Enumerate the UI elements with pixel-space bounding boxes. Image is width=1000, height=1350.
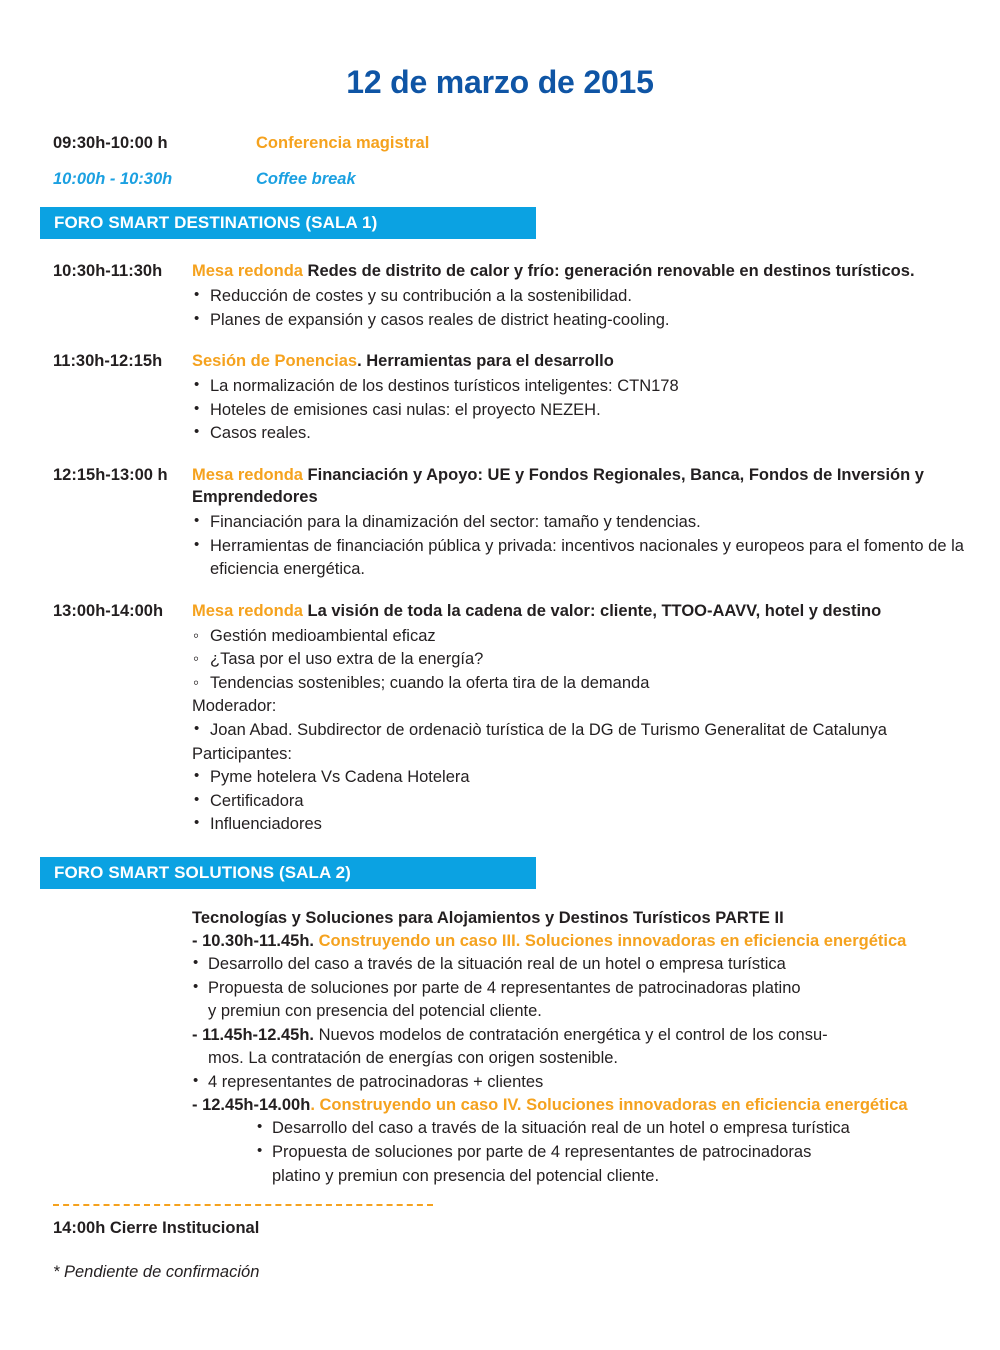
agenda-slot	[53, 261, 978, 332]
footnote: * Pendiente de confirmación	[53, 1262, 260, 1281]
top-schedule-rows	[0, 134, 1000, 189]
block2-time: - 11.45h-12.45h.	[192, 1025, 314, 1044]
schedule-row-coffee-break	[53, 170, 1000, 189]
list-item: • 4 representantes de patrocinadoras + clientes	[192, 1071, 978, 1095]
slot-title: . Herramientas para el desarrollo	[357, 352, 614, 371]
moderator-list	[192, 719, 978, 743]
slot-time: 13:00h-14:00h	[53, 601, 164, 620]
sala2-block1-bullets	[192, 953, 978, 1000]
slot-title: Redes de distrito de calor y frío: generación renovable en destinos turísticos.	[302, 262, 915, 281]
slot-kicker: Sesión de Ponencias	[192, 352, 358, 371]
list-item: • Propuesta de soluciones por parte de 4 representantes de patrocinadoras	[256, 1141, 978, 1165]
slot-time: 10:30h-11:30h	[53, 262, 163, 281]
slot-heading	[192, 351, 978, 373]
sala1-agenda	[0, 261, 1000, 837]
block1-continuation: y premiun con presencia del potencial cliente.	[208, 1002, 542, 1021]
keynote-time: 09:30h-10:00 h	[53, 134, 168, 153]
slot-time: 11:30h-12:15h	[53, 352, 163, 371]
slot-kicker: Mesa redonda	[192, 466, 303, 485]
block1-time: - 10.30h-11.45h.	[192, 932, 314, 951]
banner-foro-smart-solutions: FORO SMART SOLUTIONS (SALA 2)	[40, 857, 536, 889]
list-item: • Reducción de costes y su contribución a la sostenibilidad.	[192, 285, 978, 309]
list-item: ◦ Tendencias sostenibles; cuando la oferta tira de la demanda	[192, 672, 978, 696]
list-item: • Hoteles de emisiones casi nulas: el proyecto NEZEH.	[192, 399, 978, 423]
slot-time: 12:15h-13:00 h	[53, 466, 168, 485]
slot-bullet-list	[192, 375, 978, 446]
slot-body	[192, 261, 978, 332]
participants-list	[192, 766, 978, 837]
agenda-slot	[53, 465, 978, 582]
coffee-break-label: Coffee break	[256, 170, 356, 189]
block2-text: Nuevos modelos de contratación energética y el control de los consu-	[314, 1025, 828, 1044]
slot-title: Financiación y Apoyo: UE y Fondos Regionales, Banca, Fondos de Inversión y Emprendedores	[192, 466, 924, 506]
slot-title: La visión de toda la cadena de valor: cliente, TTOO-AAVV, hotel y destino	[302, 601, 882, 620]
block2-continuation: mos. La contratación de energías con origen sostenible.	[208, 1049, 619, 1068]
list-item: • Financiación para la dinamización del sector: tamaño y tendencias.	[192, 511, 978, 535]
list-item: • Desarrollo del caso a través de la situación real de un hotel o empresa turística	[256, 1117, 978, 1141]
list-item: • La normalización de los destinos turísticos inteligentes: CTN178	[192, 375, 978, 399]
slot-bullet-list	[192, 285, 978, 332]
list-item: • Influenciadores	[192, 813, 978, 837]
sala2-block3-bullets	[256, 1117, 978, 1164]
list-item: • Pyme hotelera Vs Cadena Hotelera	[192, 766, 978, 790]
slot-heading	[192, 261, 978, 283]
block3-continuation: platino y premiun con presencia del potencial cliente.	[272, 1166, 660, 1185]
slot-heading	[192, 601, 978, 623]
moderator-label: Moderador:	[192, 697, 277, 716]
page-footer	[0, 1204, 1000, 1283]
sala2-content	[0, 907, 1000, 1188]
coffee-break-time: 10:00h - 10:30h	[53, 170, 173, 189]
slot-body	[192, 465, 978, 582]
slot-body	[192, 601, 978, 837]
list-item: • Desarrollo del caso a través de la situación real de un hotel o empresa turística	[192, 953, 978, 977]
schedule-row-keynote	[53, 134, 1000, 153]
slot-heading	[192, 465, 978, 509]
block3-time: - 12.45h-14.00h	[192, 1096, 311, 1115]
list-item: • Casos reales.	[192, 422, 978, 446]
slot-body	[192, 351, 978, 446]
list-item: • Certificadora	[192, 790, 978, 814]
block3-highlight: . Construyendo un caso IV. Soluciones innovadoras en eficiencia energética	[310, 1096, 908, 1115]
list-item: • Propuesta de soluciones por parte de 4 representantes de patrocinadoras platino	[192, 977, 978, 1001]
list-item: • Herramientas de financiación pública y privada: incentivos nacionales y europeos para el fomento de la eficiencia energética.	[192, 535, 978, 582]
slot-circle-list	[192, 625, 978, 696]
sala2-heading: Tecnologías y Soluciones para Alojamientos y Destinos Turísticos PARTE II	[192, 908, 784, 927]
block1-highlight: Construyendo un caso III. Soluciones innovadoras en eficiencia energética	[314, 932, 907, 951]
slot-kicker: Mesa redonda	[192, 601, 303, 620]
page-title: 12 de marzo de 2015	[346, 64, 654, 100]
sala2-block2-bullets	[192, 1071, 978, 1095]
list-item: ◦ ¿Tasa por el uso extra de la energía?	[192, 648, 978, 672]
dashed-divider	[53, 1204, 433, 1206]
sala2-block3-line	[192, 1094, 978, 1117]
list-item: ◦ Gestión medioambiental eficaz	[192, 625, 978, 649]
participants-label: Participantes:	[192, 744, 292, 763]
sala2-block1-line	[192, 930, 978, 953]
sala2-block2-line	[192, 1024, 978, 1047]
slot-bullet-list	[192, 511, 978, 582]
agenda-slot	[53, 601, 978, 837]
banner-foro-smart-destinations: FORO SMART DESTINATIONS (SALA 1)	[40, 207, 536, 239]
list-item: • Planes de expansión y casos reales de district heating-cooling.	[192, 309, 978, 333]
keynote-label: Conferencia magistral	[256, 134, 430, 153]
closing-text: 14:00h Cierre Institucional	[53, 1219, 260, 1238]
agenda-slot	[53, 351, 978, 446]
list-item: • Joan Abad. Subdirector de ordenaciò turística de la DG de Turismo Generalitat de Catalunya	[192, 719, 978, 743]
slot-kicker: Mesa redonda	[192, 262, 303, 281]
